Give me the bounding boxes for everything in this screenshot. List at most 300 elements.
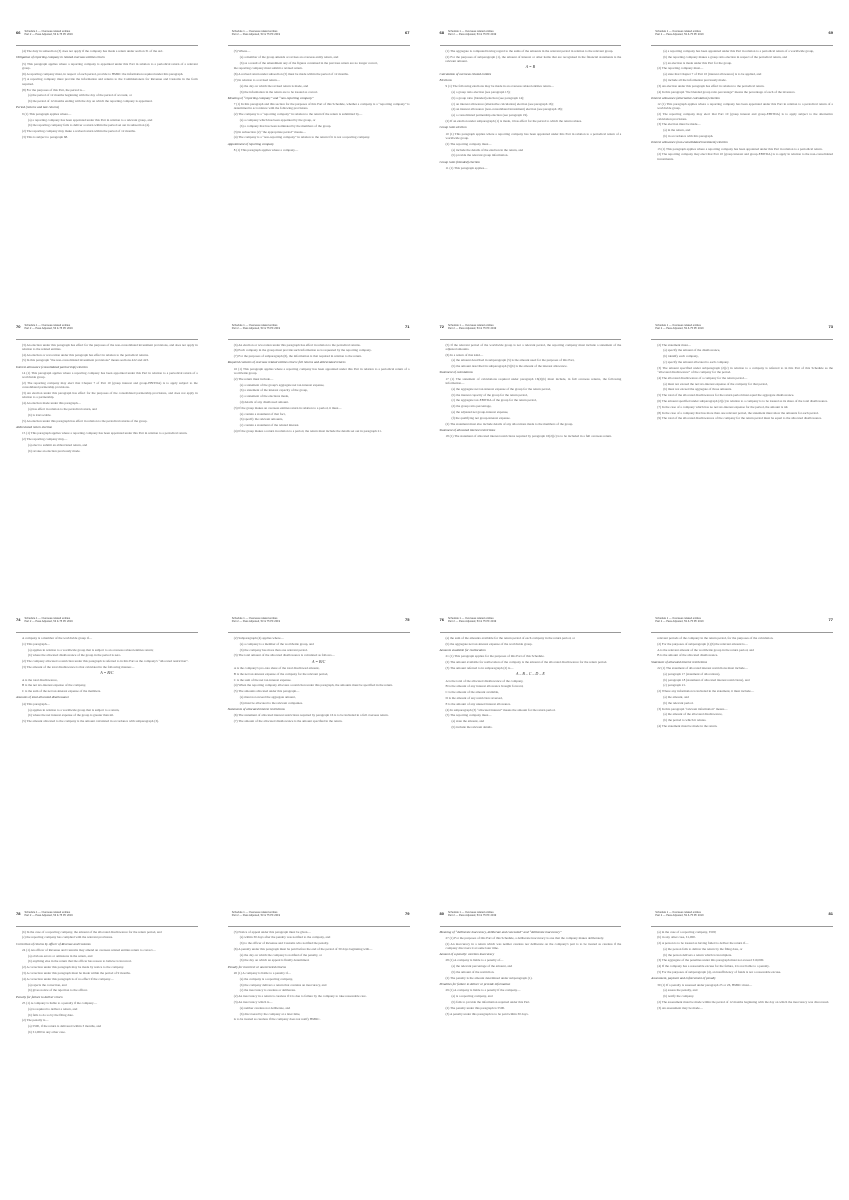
- page-header: [16, 324, 198, 338]
- sub-paragraph: (b) where the net interest expense of the group is greater than nil.: [28, 713, 114, 718]
- paragraph: (3) The amount referred to in subparagraph (2) is—: [445, 665, 514, 670]
- page-header: [440, 324, 622, 338]
- page-number: 70: [16, 323, 21, 329]
- sub-paragraph: (a) state the amount, and: [451, 719, 484, 724]
- paragraph: (a) the sum of the amounts available for the return period of each company in the return period, or: [445, 636, 575, 640]
- sub-paragraph: (b) a company that has been nominated by the members of the group.: [239, 123, 332, 128]
- page-header: [228, 911, 410, 925]
- sub-paragraph: (b) in accordance with this paragraph.: [663, 133, 714, 138]
- page-body: [440, 930, 622, 1016]
- paragraph: 26 (1) A company is liable to a penalty if—: [233, 971, 291, 976]
- document-page: [8, 611, 206, 891]
- sub-paragraph: (d) the group ratio percentage,: [451, 404, 492, 409]
- page-number: 68: [439, 30, 444, 35]
- section-heading: Interest allowance (alternative calculation) election: [651, 95, 720, 100]
- page-body: [651, 930, 833, 1011]
- sub-paragraph: (a) specify the amount of the disallowance,: [663, 348, 721, 353]
- paragraph: (9) The total of the allocated disallowances of the company for the return period must be equal to the allocated disallowance.: [657, 416, 822, 421]
- paragraph: (4) In subparagraph (3) “allocated interest” means the amount for the return period.: [445, 707, 556, 712]
- page-number: 77: [828, 617, 833, 622]
- paragraph: 15 (1) This paragraph applies where a reporting company has been appointed under this Part in relation to a periodical return.: [22, 431, 188, 436]
- sub-paragraph: (b) specify the relevant amounts,: [239, 417, 284, 422]
- paragraph: relevant periods of the company in the return period, for the purposes of the calculation.: [657, 636, 774, 640]
- paragraph: (2) Subparagraph (4) applies where—: [233, 636, 284, 640]
- section-heading: Meaning of “reporting company” and “non-reporting company”: [227, 95, 314, 100]
- sub-paragraph: (b) the company has more than one relevant period.: [239, 647, 308, 652]
- paragraph: (b) In the case of a reporting company, the amount of the allocated disallowance for the return period, and: [22, 929, 162, 934]
- document-page: [220, 24, 418, 304]
- paragraph: (2) The reporting company must—: [657, 66, 704, 71]
- paragraph: (1) The aggregate is computed having regard to the sums of the amounts in the relevant period in relation to the relevant group.: [445, 49, 614, 53]
- page-header: [651, 30, 833, 44]
- paragraph: 21 (1) This paragraph applies for the purposes of this Part of this Schedule.: [445, 654, 545, 659]
- paragraph: (2) An inaccuracy in a return which was neither careless nor deliberate on the company's part is to be treated as careless if the company discovers it at some later time.: [445, 941, 622, 950]
- sub-paragraph: (a) the aggregate net tax-interest expense of the group for the return period,: [451, 386, 551, 391]
- paragraph: (2) The assessment must be made within the period of 12 months beginning with the day on which the inaccuracy was discovered.: [657, 1000, 830, 1005]
- header-rule: [440, 45, 622, 46]
- paragraph: (5) Notice of appeal under this paragraph must be given—: [233, 929, 311, 934]
- paragraph: (4) In this paragraph “the blended group ratio percentage” means the percentage of each of the investors.: [657, 89, 796, 94]
- running-header: Schedule 1 — Overseas related entities Part 2 — Pass Adjusted, 53 & 75 PF 2019: [231, 617, 281, 624]
- paragraph: (b) the aggregate net tax-interest expense of the worldwide group.: [445, 641, 533, 646]
- sub-paragraph: (b) the period to which it relates.: [663, 718, 707, 723]
- formula: A = B/C: [100, 670, 114, 676]
- document-page: [643, 318, 841, 598]
- paragraph: E is the amount of any unused interest allowance.: [445, 701, 511, 706]
- paragraph: (b) An election or revocation under this paragraph has effect in relation to the periodical returns.: [233, 342, 361, 347]
- paragraph: (2) For the purposes of subparagraph (1), the amount of interest or other items that are recognised in the financial statements is the relevant amount.: [445, 54, 622, 64]
- sub-paragraph: (a) a group ratio election (see paragraph 13);: [451, 90, 511, 95]
- sub-paragraph: (b) to the officer of Revenue and Customs who notified the penalty.: [239, 941, 329, 946]
- running-header: Schedule 1 — Overseas related entities Part 2 — Pass Adjusted, 53 & 75 PF 2019: [447, 323, 497, 330]
- section-heading: Statement of allocated interest restrictions: [651, 659, 708, 664]
- paragraph: (5) In this paragraph “the non-consolidated investment provisions” means sections 422 and 423.: [22, 358, 149, 363]
- paragraph: (4) When the reporting company allocates a restriction under this paragraph, the amounts must be specified in the return.: [233, 683, 393, 688]
- sub-paragraph: (b) fails to do so by the filing date.: [28, 1012, 74, 1017]
- sub-paragraph: (c) an election is made under this Part for the group.: [663, 60, 733, 65]
- running-header: Schedule 1 — Overseas related entities Part 2 — Pass Adjusted, 53 & 75 PF 2019: [24, 910, 73, 917]
- paragraph: (7) A reporting company must provide the information and returns to the Commissioners for Revenue and Customs in the form required.: [22, 77, 198, 86]
- page-number: 74: [16, 617, 21, 622]
- section-heading: Required contents of overseas related entities return: full returns and abbreviated returns: [227, 360, 346, 365]
- header-rule: [228, 339, 410, 340]
- paragraph: 27 (1) For the purposes of this Part of this Schedule, a deliberate inaccuracy is one that the company makes deliberately.: [445, 935, 605, 940]
- section-heading: Amounts available for reallocation: [439, 648, 486, 653]
- section-heading: Appointment of reporting company: [227, 141, 274, 146]
- paragraph: is to be treated as careless if the company does not notify HMRC.: [233, 1017, 321, 1022]
- paragraph: (3) If the group makes an overseas entities return in relation to a period, it must—: [233, 405, 342, 410]
- formula: A = B/C: [311, 658, 326, 664]
- paragraph: (3) An election under this paragraph has effect for the purposes of the consolidated partnership provisions, and does not apply in relation to a partnership.: [22, 391, 198, 400]
- paragraph: (2) The penalty under this paragraph is £500.: [445, 1005, 505, 1010]
- running-header: Schedule 1 — Overseas related entities Part 2 — Pass Adjusted, 53 & 75 PF 2019: [655, 30, 704, 37]
- sub-paragraph: (a) a reporting company has been appointed under this Part in relation to a relevant group, and: [28, 117, 153, 122]
- running-header: Schedule 1 — Overseas related entities Part 2 — Pass Adjusted, 53 & 75 PF 2019: [447, 30, 497, 37]
- header-rule: [651, 926, 833, 927]
- paragraph: B is the amount of any interest allowance brought forward,: [445, 684, 524, 689]
- paragraph: (4) The duty in subsection (3) does not apply if the company has made a return under section 31 of the Act.: [22, 49, 164, 53]
- page-header: [228, 617, 410, 631]
- section-heading: Group ratio election: [439, 125, 467, 130]
- page-body: [440, 636, 622, 729]
- paragraph: A company is a member of the worldwide group if—: [22, 636, 93, 640]
- paragraph: 13 (1) This paragraph applies where a reporting company has been appointed under this Part in relation to a periodical return.: [657, 146, 823, 151]
- paragraph: 28 (1) A company is liable to a penalty of—: [445, 958, 504, 963]
- page-number: 67: [405, 30, 410, 35]
- sub-paragraph: (a) the amount described in subparagraph (5) is the amount used for the purposes of this Part,: [451, 358, 575, 363]
- header-rule: [651, 45, 833, 46]
- paragraph: (5) The total of the allocated disallowances for the return period must equal the aggregate disallowance.: [657, 393, 795, 398]
- sub-paragraph: (a) assess the penalty, and: [663, 988, 698, 993]
- paragraph: (8) In the case of a company that has more than one relevant period, the statement must show the amounts for each period.: [657, 410, 819, 415]
- paragraph: (6) Each company in the group must provide such information as is requested by the reporting company.: [233, 348, 372, 353]
- paragraph: B is the net tax-interest expense of the company,: [22, 683, 86, 688]
- paragraph: (2) The statement must—: [657, 342, 691, 347]
- paragraph: (7) The amount of the allocated disallowance is the amount specified in the return.: [233, 719, 343, 724]
- sub-paragraph: (a) obvious errors or omissions in the return, and: [28, 953, 93, 958]
- sub-paragraph: (b) revoke an election previously made.: [28, 448, 81, 453]
- paragraph: 30 (1) If a penalty is assessed under paragraph 25 or 26, HMRC must—: [657, 982, 753, 987]
- paragraph: 10 (1) This paragraph applies where a reporting company has been appointed under this Part in relation to a periodical return of a worldwide group.: [445, 131, 622, 140]
- paragraph: 14 (1) This paragraph applies where a reporting company has been appointed under this Part in relation to a periodical return of a worldwide group.: [22, 370, 198, 380]
- paragraph: (4) The statement must be made in the return.: [657, 723, 718, 728]
- formula: A = B: [525, 64, 536, 70]
- paragraph: 29 (1) A company is liable to a penalty if the company—: [445, 988, 521, 993]
- paragraph: B is the amount of the allocated disallowance.: [657, 653, 719, 658]
- running-header: Schedule 1 — Overseas related entities Part 2 — Pass Adjusted, 53 & 75 PF 2019: [24, 30, 73, 37]
- sub-paragraph: (a) a statement of the group's aggregate net tax-interest expense,: [239, 382, 325, 387]
- section-heading: Penalty for incorrect or uncorrected returns: [227, 964, 286, 969]
- page-number: 66: [16, 30, 21, 35]
- header-rule: [228, 632, 410, 633]
- section-heading: Interest allowance (non-consolidated investment) election: [651, 140, 728, 145]
- paragraph: A is the total of the allocated disallowance of the company,: [445, 678, 524, 683]
- section-heading: Interest allowance (consolidated partnership) election: [16, 364, 88, 369]
- sub-paragraph: (b) a statement of the interest capacity of the group,: [239, 388, 308, 393]
- document-page: [643, 24, 841, 304]
- sub-paragraph: (b) is irrevocable.: [28, 412, 52, 417]
- paragraph: (7) In relation to a revised return—: [233, 77, 281, 82]
- sub-paragraph: (b) must not exceed the aggregate of those amounts.: [663, 387, 733, 392]
- page-number: 76: [439, 617, 444, 622]
- document-page: [220, 611, 418, 891]
- page-body: [228, 49, 410, 152]
- section-heading: Correction of returns by officer of Revenue and Customs: [16, 941, 91, 946]
- page-body: [651, 636, 833, 728]
- paragraph: (3) The aggregate of the penalties under this paragraph must not exceed £10,000.: [657, 958, 765, 963]
- paragraph: 7 (1) In this paragraph and this section for the purposes of this Part of this Schedule, whether a company is a “reporting company” is determined in accordance with the following provisions.: [233, 102, 410, 111]
- running-header: Schedule 1 — Overseas related entities Part 2 — Pass Adjusted, 53 & 75 PF 2019: [447, 910, 497, 917]
- sub-paragraph: (b) where the allocated disallowance of the group in the period is zero.: [28, 653, 122, 658]
- section-heading: Amount of a penalty: careless inaccuracy: [439, 952, 495, 957]
- running-header: Schedule 1 — Overseas related entities Part 2 — Pass Adjusted, 53 & 75 PF 2019: [231, 30, 281, 37]
- document-page: [432, 24, 630, 304]
- paragraph: (3) An inaccuracy which is—: [233, 1000, 273, 1005]
- paragraph: (5) For the purposes of subparagraph (4), an insufficiency of funds is not a reasonable excuse.: [657, 970, 782, 975]
- sub-paragraph: (b) identify each company,: [663, 354, 699, 359]
- paragraph: (7) For the purposes of subparagraph (6), the information is that required in relation to the return.: [233, 354, 362, 359]
- header-rule: [651, 632, 833, 633]
- sub-paragraph: (a) the company is a reporting company,: [239, 976, 293, 981]
- paragraph: (3) An election under this paragraph has effect for the purposes of the non-consolidated investment provisions, and does not apply in relation to the related entities.: [22, 342, 198, 351]
- sub-paragraph: (b) the relevant period.: [663, 700, 694, 705]
- page-header: [16, 617, 198, 631]
- sub-paragraph: (b) fails to provide the information required under this Part.: [451, 1000, 531, 1005]
- paragraph: (2) The reporting company may elect that Part 10 (group interest and group-EBITDA) is to apply subject to the alternative calculation provisions.: [657, 112, 833, 121]
- sub-paragraph: (b) the company delivers a return that contains an inaccuracy, and: [239, 982, 327, 987]
- page-body: [16, 930, 198, 1035]
- sub-paragraph: (a) neither careless nor deliberate, and: [239, 1005, 291, 1010]
- paragraph: 16 (1) This paragraph applies where a reporting company has been appointed under this Part in relation to a periodical return of a worldwide group.: [233, 366, 410, 375]
- sub-paragraph: (a) the day on which the company is notified of the penalty, or: [239, 952, 322, 957]
- section-heading: Statement of allocated interest restrictions: [439, 427, 496, 432]
- sub-paragraph: (a) the day on which the revised return is made, and: [239, 83, 309, 88]
- page-number: 75: [405, 617, 410, 622]
- paragraph: 11 (1) This paragraph applies—: [445, 165, 488, 170]
- paragraph: (4) An election or revocation under this paragraph has effect in relation to the periodical returns.: [22, 352, 149, 357]
- paragraph: (5) Where—: [233, 49, 251, 53]
- section-heading: Penalty for failure to deliver return: [16, 994, 63, 999]
- paragraph: 12 (1) This paragraph applies where a reporting company has been appointed under this Part in relation to a periodical return of a worldwide group.: [657, 102, 833, 111]
- paragraph: (3) A correction under this paragraph must be made within the period of 9 months.: [22, 971, 131, 976]
- paragraph: 17 (1) The statement of calculations required under paragraph 16(2)(b) must include, in full overseas returns, the following information—: [445, 376, 622, 386]
- running-header: Schedule 1 — Overseas related entities Part 2 — Pass Adjusted, 53 & 75 PF 2019: [231, 323, 281, 330]
- sub-paragraph: (a) within 30 days after the penalty was notified to the company, and: [239, 935, 331, 940]
- paragraph: (2) For the purposes of subparagraph (1)(b) the relevant amount is—: [657, 641, 748, 646]
- page-number: 71: [405, 323, 410, 329]
- page-body: [228, 636, 410, 723]
- sub-paragraph: (c) the aggregate tax-EBITDA of the group for the return period,: [451, 398, 537, 403]
- paragraph: (4) An election made under this paragraph—: [22, 401, 81, 406]
- sub-paragraph: (c) contain a statement of the related interest.: [239, 423, 300, 428]
- page-body: [228, 930, 410, 1022]
- running-header: Schedule 1 — Overseas related entities Part 2 — Pass Adjusted, 53 & 75 PF 2019: [24, 617, 73, 624]
- paragraph: (2) The statement must also include details of any allocations made to the members of the group.: [445, 421, 574, 426]
- sub-paragraph: (a) a member of the group amends or revises an overseas entity return, and: [239, 54, 339, 59]
- header-rule: [440, 926, 622, 927]
- running-header: Schedule 1 — Overseas related entities Part 2 — Pass Adjusted, 53 & 75 PF 2019: [231, 910, 281, 917]
- sub-paragraph: (a) must not exceed the aggregate amount,: [239, 694, 296, 699]
- paragraph: (2) The reporting company may—: [22, 437, 68, 442]
- page-number: 69: [828, 30, 833, 35]
- sub-paragraph: (a) applies in relation to a worldwide group that is subject to an overseas related entities return;: [28, 647, 154, 652]
- paragraph: (3) The election must be made—: [657, 122, 701, 127]
- section-heading: Assessment, payment and enforcement of penalty: [651, 976, 716, 981]
- paragraph: (6) The statement of allocated interest restrictions required by paragraph 16 is to be included in a full overseas return.: [233, 713, 389, 718]
- page-body: [16, 49, 198, 139]
- sub-paragraph: (a) paragraph 17 (statement of allocations),: [663, 671, 721, 676]
- paragraph: 22 (1) The statement of allocated interest restrictions must include—: [657, 665, 748, 670]
- sub-paragraph: (d) details of any disallowed amount.: [239, 399, 289, 404]
- paragraph: C is the sum of the net tax-interest expense of the members.: [22, 689, 101, 694]
- sub-paragraph: (a) the amount, and: [663, 694, 689, 699]
- page-body: [228, 343, 410, 434]
- sub-paragraph: (a) a reporting company has been appointed under this Part in relation to a periodical return of a worldwide group,: [663, 49, 814, 53]
- page-header: [16, 911, 198, 925]
- sub-paragraph: (a) has effect in relation to the periodical return, and: [28, 407, 97, 412]
- page-grid: [8, 24, 841, 1184]
- paragraph: (4) The company is a “non-reporting company” in relation to the return if it is not a reporting company.: [233, 135, 370, 140]
- document-page: [432, 611, 630, 891]
- section-heading: Statements of allocated interest restrictions: [227, 707, 285, 712]
- paragraph: (2) An inaccuracy in a return is careless if it is due to failure by the company to take reasonable care.: [233, 994, 367, 999]
- sub-paragraph: (a) a company which has been appointed by the group, or: [239, 118, 316, 123]
- page-header: [440, 30, 622, 44]
- document-page: [643, 905, 841, 1185]
- paragraph: 8 (1) This paragraph applies where a company—: [233, 148, 299, 153]
- section-heading: Calculation of overseas related entities: [439, 71, 492, 76]
- paragraph: (2) The company is a “reporting company” in relation to the return if the return is submitted by—: [233, 112, 363, 117]
- page-header: [651, 911, 833, 925]
- paragraph: (6) In a return of that kind—: [445, 352, 484, 357]
- page-body: [440, 343, 622, 439]
- page-header: [440, 617, 622, 631]
- page-body: [651, 343, 833, 421]
- document-page: [432, 905, 630, 1185]
- sub-paragraph: (a) is a reporting company, and: [451, 994, 493, 999]
- sub-paragraph: (a) £500, if the return is delivered within 3 months, and: [28, 1024, 102, 1029]
- paragraph: (5) If the relevant period of the worldwide group is not a relevant period, the reporting company must include a statement of the adjusted amounts.: [445, 342, 622, 351]
- paragraph: (6) A penalty under this paragraph must be paid before the end of the period of 30 days beginning with—: [233, 946, 373, 951]
- sub-paragraph: (b) as a result of the amendment any of the figures contained in the previous return are no longer correct,: [239, 60, 378, 65]
- running-header: Schedule 1 — Overseas related entities Part 2 — Pass Adjusted, 53 & 75 PF 2019: [447, 617, 497, 624]
- sub-paragraph: (a) contain a statement of that fact,: [239, 411, 286, 416]
- paragraph: A is the relevant amount of the worldwide group in the return period, and: [657, 647, 754, 652]
- paragraph: (6) The amount specified under subparagraph (2)(c) in relation to a company is to be treated as its share of the total disallowance.: [657, 398, 828, 403]
- sub-paragraph: (b) the information in the return are to be treated as correct.: [239, 89, 319, 94]
- sub-paragraph: (b) the amount of the restriction.: [451, 970, 495, 975]
- paragraph: (c) the reporting company has complied with the relevant provisions.: [22, 935, 114, 940]
- paragraph: (2) The amount available for reallocation of the company is the amount of the allocated disallowance for the return period.: [445, 660, 608, 665]
- header-rule: [440, 632, 622, 633]
- sub-paragraph: (a) is required to deliver a return, and: [28, 1006, 78, 1011]
- paragraph: B is the net tax-interest expense of the company for the relevant period,: [233, 671, 329, 676]
- header-rule: [651, 339, 833, 340]
- section-heading: Group ratio (blended) election: [439, 159, 480, 164]
- page-header: [651, 617, 833, 631]
- paragraph: D is the amount of any restriction reversed,: [445, 695, 503, 700]
- sub-paragraph: (a) the person fails to deliver the return by the filing date, or: [663, 946, 743, 951]
- sub-paragraph: (b) paragraph 18 (statement of allocated interest restrictions), and: [663, 677, 750, 682]
- paragraph: 24 (1) An officer of Revenue and Customs may amend an overseas related entities return to correct—: [22, 947, 156, 952]
- sub-paragraph: (d) an interest allowance (non-consolidated investment) election (see paragraph 18);: [451, 107, 563, 112]
- page-header: [228, 30, 410, 44]
- paragraph: (5) The reporting company must—: [445, 713, 492, 718]
- paragraph: (4) The allocated disallowance of a company for the return period—: [657, 375, 748, 380]
- sub-paragraph: (b) the reporting company fails to deliver a return within the period set out in subsection (4).: [28, 123, 150, 128]
- page-body: [651, 49, 833, 161]
- page-header: [440, 911, 622, 925]
- paragraph: A is the total disallowance,: [22, 677, 58, 682]
- running-header: Schedule 1 — Overseas related entities Part 2 — Pass Adjusted, 53 & 75 PF 2019: [655, 910, 704, 917]
- sub-paragraph: (a) the relevant percentage of the amount, and: [451, 964, 513, 969]
- sub-paragraph: (a) elect to submit an abbreviated return, and: [28, 442, 88, 447]
- header-rule: [228, 45, 410, 46]
- page-number: 73: [828, 323, 833, 329]
- sub-paragraph: (b) £1,000 in any other case.: [28, 1030, 66, 1035]
- sub-paragraph: (a) include the details of the election in the return, and: [451, 147, 523, 152]
- sub-paragraph: (c) specify the amount allocated to each company.: [663, 359, 730, 364]
- document-page: [8, 24, 206, 304]
- sub-paragraph: (a) a company is a member of the worldwide group, and: [239, 641, 314, 646]
- sub-paragraph: (b) the interest capacity of the group for the return period,: [451, 392, 528, 397]
- sub-paragraph: (e) a consolidated partnership election (see paragraph 19).: [451, 113, 529, 118]
- page-header: [16, 30, 198, 44]
- sub-paragraph: (b) gives notice of the rejection to the officer.: [28, 988, 88, 993]
- sub-paragraph: (a) must not exceed the net tax-interest expense of the company for that period,: [663, 381, 768, 386]
- paragraph: (2) If an election under subparagraph (1) is made, it has effect for the period to which the return relates.: [445, 119, 582, 124]
- running-header: Schedule 1 — Overseas related entities Part 2 — Pass Adjusted, 53 & 75 PF 2019: [655, 617, 704, 624]
- sub-paragraph: (b) include the relevant details.: [451, 724, 493, 729]
- paragraph: (4) This paragraph—: [22, 701, 50, 706]
- formula: A – B – C – D – E: [515, 671, 545, 677]
- sub-paragraph: (b) the reporting company makes a group ratio election in respect of the periodical return, and: [663, 54, 788, 59]
- page-body: [16, 636, 198, 723]
- paragraph: (4) If the company has a reasonable excuse for the failure, it is not liable to a penalty.: [657, 964, 770, 969]
- page-number: 78: [16, 910, 21, 916]
- paragraph: (2) The company allocated a restriction under this paragraph is referred to in this Part as the company's “allocated restriction”.: [22, 659, 189, 664]
- header-rule: [16, 632, 198, 633]
- sub-paragraph: (b) must be allocated to the relevant companies.: [239, 700, 303, 705]
- sub-paragraph: (a) applies in relation to a worldwide group that is subject to a return,: [28, 707, 120, 712]
- paragraph: 9 (1) This paragraph applies where—: [22, 111, 72, 116]
- paragraph: (5) This paragraph applies where a reporting company is appointed under this Part in relation to a periodical return of a relevant group.: [22, 61, 198, 70]
- sub-paragraph: (c) paragraph 21.: [663, 683, 686, 688]
- paragraph: (4) If the group makes a return in relation to a period, the return must include the details set out in paragraph 21.: [233, 428, 382, 433]
- document-page: [220, 905, 418, 1185]
- sub-paragraph: (e) the adjusted net group-interest expense,: [451, 410, 509, 415]
- section-heading: Meaning of “deliberate inaccuracy, deliberate and concealed” and “deliberate inaccuracy”: [439, 929, 562, 934]
- document-page: [643, 611, 841, 891]
- paragraph: (3) In subsection (2) “the appropriate period” means—: [233, 129, 306, 134]
- document-page: [432, 318, 630, 598]
- page-body: [16, 343, 198, 453]
- paragraph: (3) The amount specified under subparagraph (2)(c) in relation to a company is referred to in this Part of this Schedule as the “allocated disallowance” of the company for the period.: [657, 365, 833, 374]
- paragraph: (2) The reporting company may make a revised return within the period of 12 months.: [22, 129, 136, 134]
- paragraph: (2) The reporting company must—: [445, 141, 492, 146]
- page-number: 79: [405, 910, 410, 916]
- section-heading: Penalties for failure to deliver or provide information: [439, 982, 511, 987]
- sub-paragraph: (b) a group ratio (blended) election (see paragraph 14);: [451, 95, 524, 100]
- section-heading: Abbreviated return election: [16, 424, 53, 429]
- paragraph: (5) The amounts allocated under this paragraph—: [233, 689, 300, 694]
- sub-paragraph: (b) the day on which an appeal is finally determined.: [239, 958, 310, 963]
- paragraph: (4) A correction under this paragraph is of no effect if the company—: [22, 976, 114, 981]
- sub-paragraph: (b) anything else in the return that the officer has reason to believe is incorrect.: [28, 959, 133, 964]
- document-page: [220, 318, 418, 598]
- sub-paragraph: (a) state that Chapter 7 of Part 10 (interest allowance) is to be applied, and: [663, 72, 762, 77]
- paragraph: (6) A revised return under subsection (5) must be made within the period of 12 months.: [233, 72, 349, 77]
- header-rule: [16, 339, 198, 340]
- paragraph: (a) in the case of a reporting company, £500;: [657, 929, 717, 934]
- paragraph: C is the sum of the net tax-interest expense.: [233, 677, 292, 682]
- paragraph: 9 (1) The following elections may be made in an overseas related entities return—: [445, 84, 554, 89]
- section-heading: Obligation of reporting company in related overseas entities return: [16, 55, 105, 60]
- document-page: [8, 318, 206, 598]
- header-rule: [16, 926, 198, 927]
- paragraph: (3) The amount of the total disallowance is that calculated in the following manner—: [22, 664, 135, 669]
- sub-paragraph: (a) in the return, and: [663, 128, 691, 133]
- page-header: [651, 324, 833, 338]
- sub-paragraph: (f) the qualifying net group-interest expense.: [451, 415, 511, 420]
- paragraph: (2) The penalty is—: [22, 1018, 49, 1023]
- sub-paragraph: (b) the period of 12 months ending with the day on which the reporting company is appointed.: [28, 99, 153, 104]
- paragraph: (2) The penalty is the amount determined under subparagraph (1).: [445, 975, 533, 980]
- paragraph: (3) This is subject to paragraph 68.: [22, 134, 68, 139]
- paragraph: (3) A penalty under this paragraph is to be paid within 30 days.: [445, 1011, 529, 1016]
- paragraph: 25 (1) A company is liable to a penalty if the company—: [22, 1001, 97, 1006]
- paragraph: (3) An election under this paragraph has effect in relation to the periodical return.: [657, 83, 765, 88]
